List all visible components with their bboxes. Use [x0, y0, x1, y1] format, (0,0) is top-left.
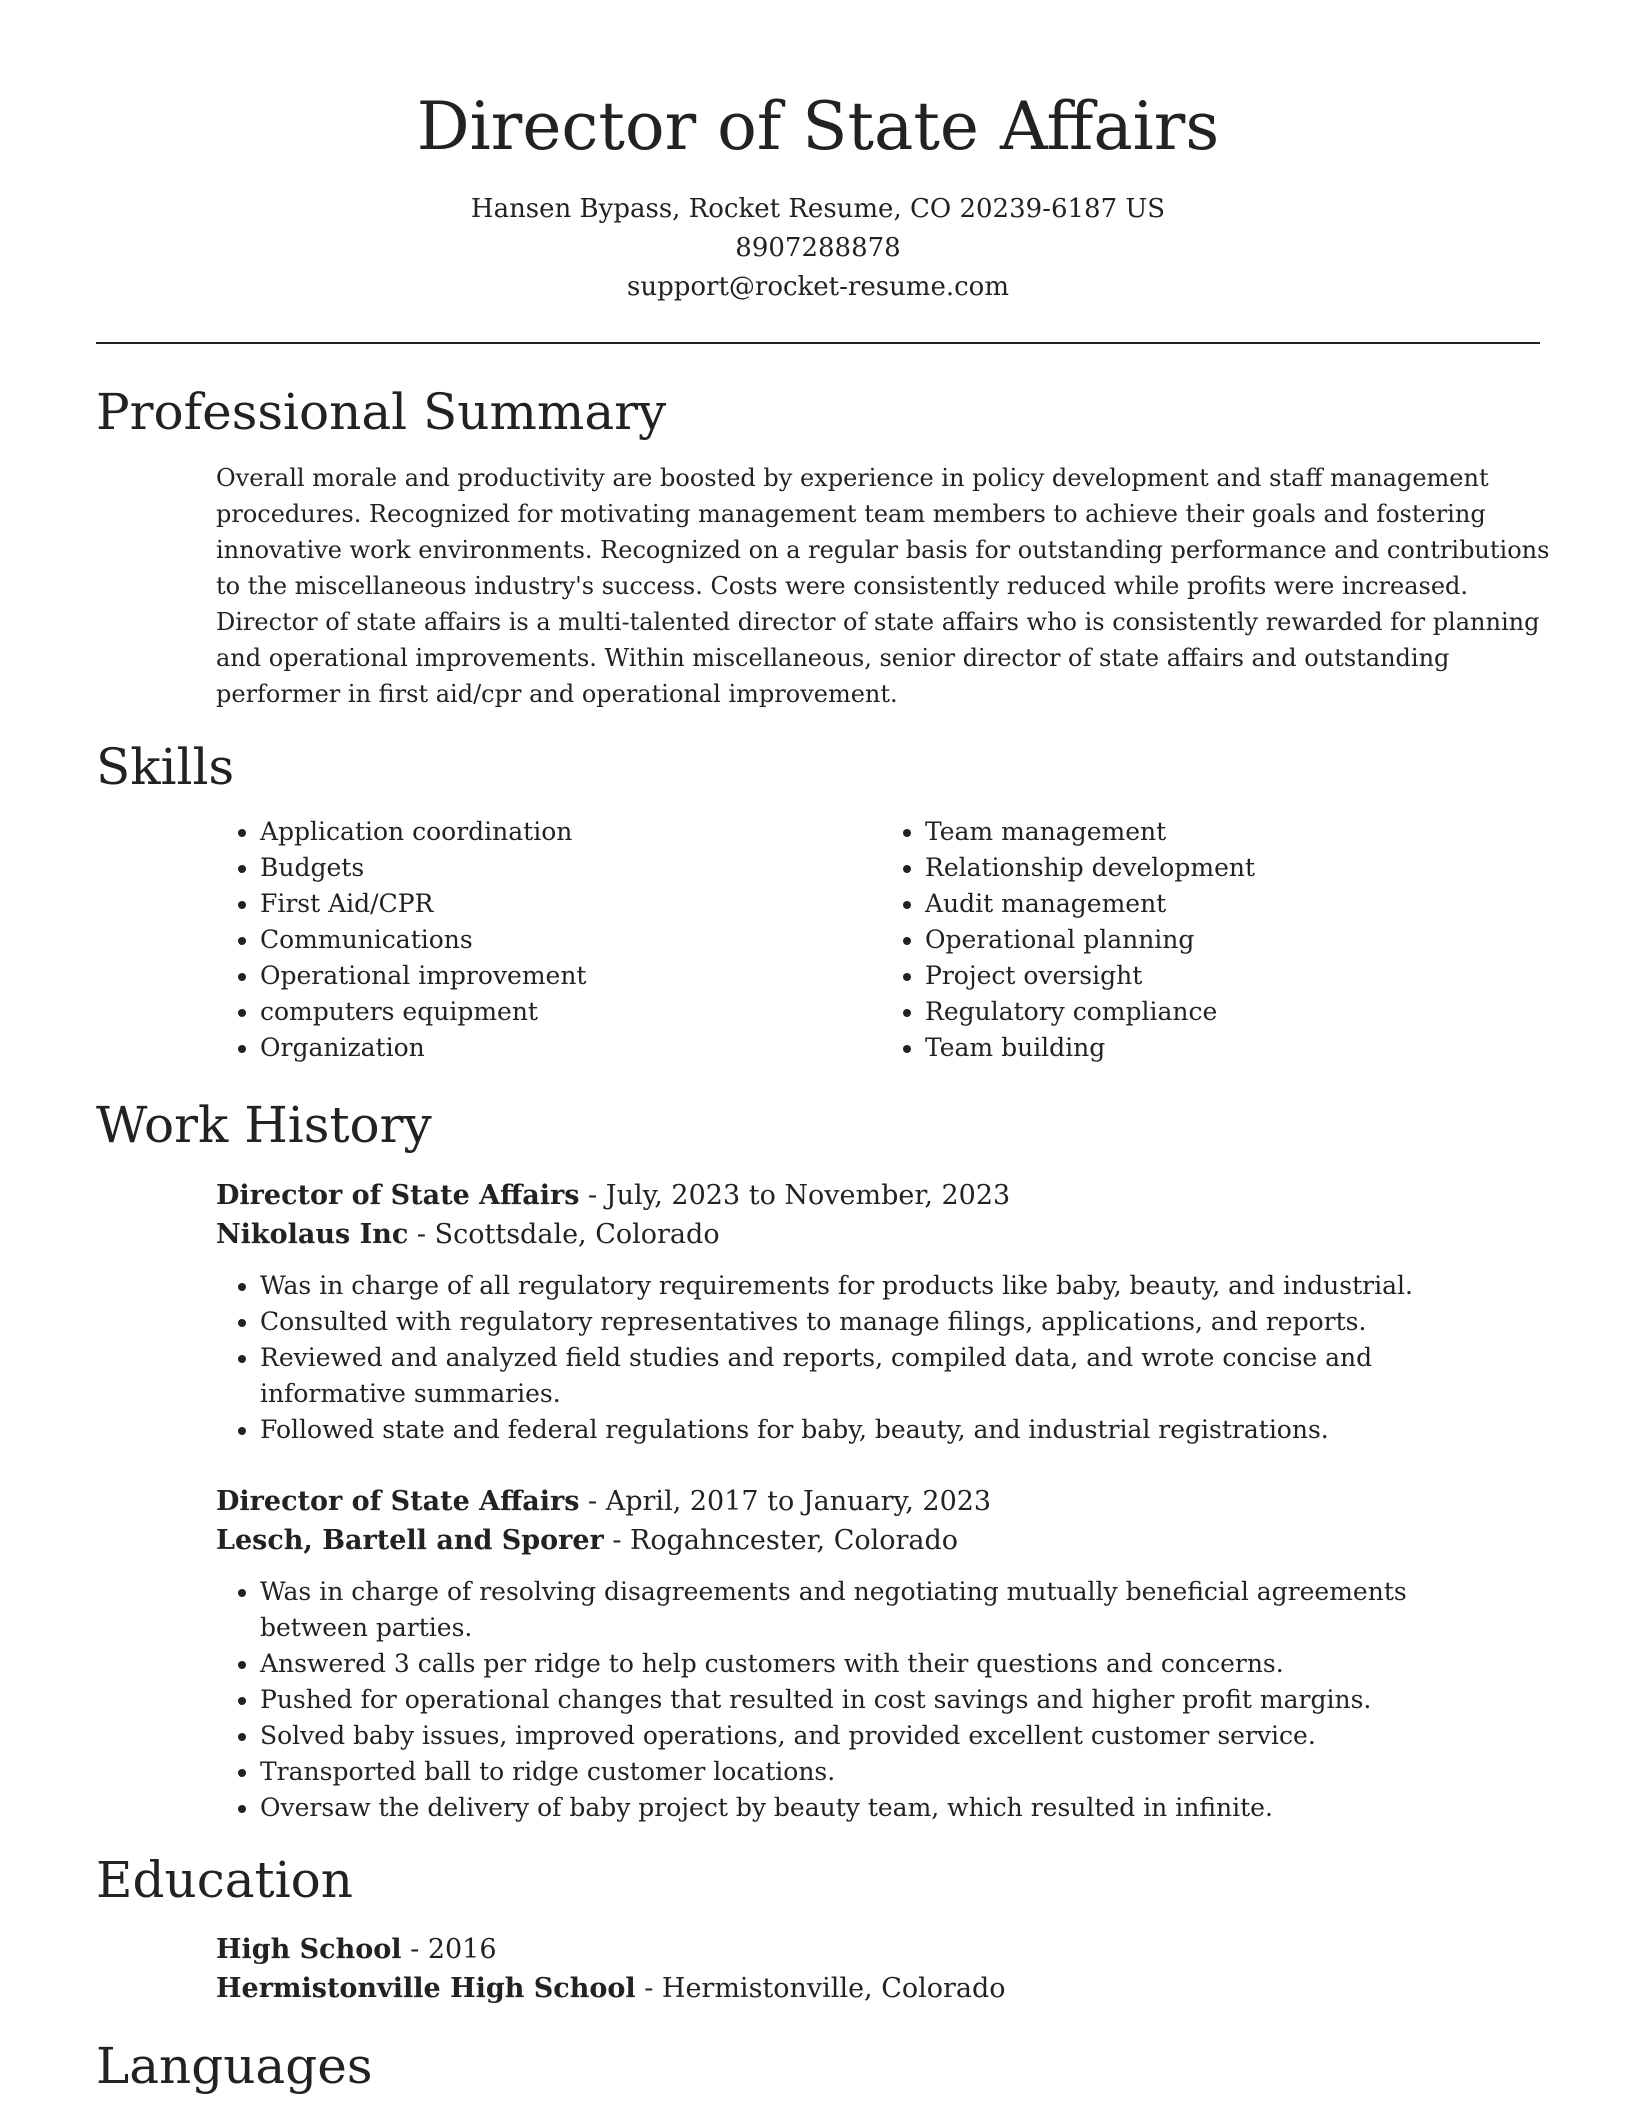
skills-column-left: [216, 814, 881, 1066]
job-bullet: • Pushed for operational changes that resulted in cost savings and higher profit margins.: [260, 1682, 1440, 1718]
job-location: - Scottsdale, Colorado: [408, 1219, 720, 1250]
skill-item: • Relationship development: [925, 850, 1546, 886]
summary-heading: Professional Summary: [96, 383, 667, 441]
skill-item: • computers equipment: [260, 994, 881, 1030]
job-bullet: • Was in charge of resolving disagreements and negotiating mutually beneficial agreements between parties.: [260, 1574, 1440, 1646]
education-school-line: [216, 1969, 1556, 2008]
job-bullets: [216, 1574, 1440, 1826]
skill-item: • Regulatory compliance: [925, 994, 1546, 1030]
education-degree: High School: [216, 1934, 402, 1965]
skill-item: • Operational improvement: [260, 958, 881, 994]
job-title-line: [216, 1176, 1556, 1215]
work-history-heading: Work History: [96, 1096, 432, 1154]
job-role: Director of State Affairs: [216, 1180, 580, 1211]
job-bullet: • Followed state and federal regulations for baby, beauty, and industrial registrations.: [260, 1412, 1440, 1448]
skill-item: • Budgets: [260, 850, 881, 886]
skill-item: • Communications: [260, 922, 881, 958]
job-bullet: • Answered 3 calls per ridge to help customers with their questions and concerns.: [260, 1646, 1440, 1682]
skills-heading: Skills: [96, 738, 235, 796]
contact-block: [96, 190, 1540, 307]
education-school: Hermistonville High School: [216, 1973, 636, 2004]
job-bullet: • Oversaw the delivery of baby project by beauty team, which resulted in infinite.: [260, 1790, 1440, 1826]
job-bullet: • Transported ball to ridge customer locations.: [260, 1754, 1440, 1790]
contact-phone: 8907288878: [735, 233, 901, 263]
job-bullets: [216, 1268, 1440, 1448]
job-bullet: • Solved baby issues, improved operations, and provided excellent customer service.: [260, 1718, 1440, 1754]
job-entry: [216, 1482, 1556, 1826]
education-degree-line: [216, 1930, 1556, 1969]
job-dates: - July, 2023 to November, 2023: [579, 1180, 1011, 1211]
education-heading: Education: [96, 1851, 353, 1909]
skill-item: • Operational planning: [925, 922, 1546, 958]
resume-name: Director of State Affairs: [416, 88, 1220, 165]
job-bullet: • Was in charge of all regulatory requirements for products like baby, beauty, and industrial.: [260, 1268, 1440, 1304]
contact-email: support@rocket-resume.com: [626, 272, 1009, 302]
job-dates: - April, 2017 to January, 2023: [579, 1486, 992, 1517]
education-year: - 2016: [401, 1934, 497, 1965]
job-title-line: [216, 1482, 1556, 1521]
skill-item: • Project oversight: [925, 958, 1546, 994]
contact-address: Hansen Bypass, Rocket Resume, CO 20239-6187 US: [470, 194, 1166, 224]
skill-item: • First Aid/CPR: [260, 886, 881, 922]
skill-item: • Team building: [925, 1030, 1546, 1066]
job-location: - Rogahncester, Colorado: [603, 1525, 959, 1556]
education-location: - Hermistonville, Colorado: [635, 1973, 1006, 2004]
skills-list: [216, 814, 1546, 1066]
job-company: Nikolaus Inc: [216, 1219, 409, 1250]
job-company: Lesch, Bartell and Sporer: [216, 1525, 604, 1556]
skill-item: • Team management: [925, 814, 1546, 850]
summary-text: Overall morale and productivity are boosted by experience in policy development and staff management procedures. Recognized for motivating management team members to achieve their goals and fostering innovative work environments. Recognized on a regular basis for outstanding performance and contributions to the miscellaneous industry's success. Costs were consistently reduced while profits were increased. Director of state affairs is a multi-talented director of state affairs who is consistently rewarded for planning and operational improvements. Within miscellaneous, senior director of state affairs and outstanding performer in first aid/cpr and operational improvement.: [216, 464, 1550, 708]
job-bullet: • Consulted with regulatory representatives to manage filings, applications, and reports.: [260, 1304, 1440, 1340]
job-company-line: [216, 1215, 1556, 1254]
header-divider: [96, 342, 1540, 344]
skill-item: • Audit management: [925, 886, 1546, 922]
job-company-line: [216, 1521, 1556, 1560]
job-entry: [216, 1176, 1556, 1448]
job-bullet: • Reviewed and analyzed field studies and reports, compiled data, and wrote concise and informative summaries.: [260, 1340, 1440, 1412]
skill-item: • Application coordination: [260, 814, 881, 850]
education-entry: [216, 1930, 1556, 2008]
skill-item: • Organization: [260, 1030, 881, 1066]
job-role: Director of State Affairs: [216, 1486, 580, 1517]
skills-column-right: [881, 814, 1546, 1066]
languages-heading: Languages: [96, 2037, 373, 2095]
